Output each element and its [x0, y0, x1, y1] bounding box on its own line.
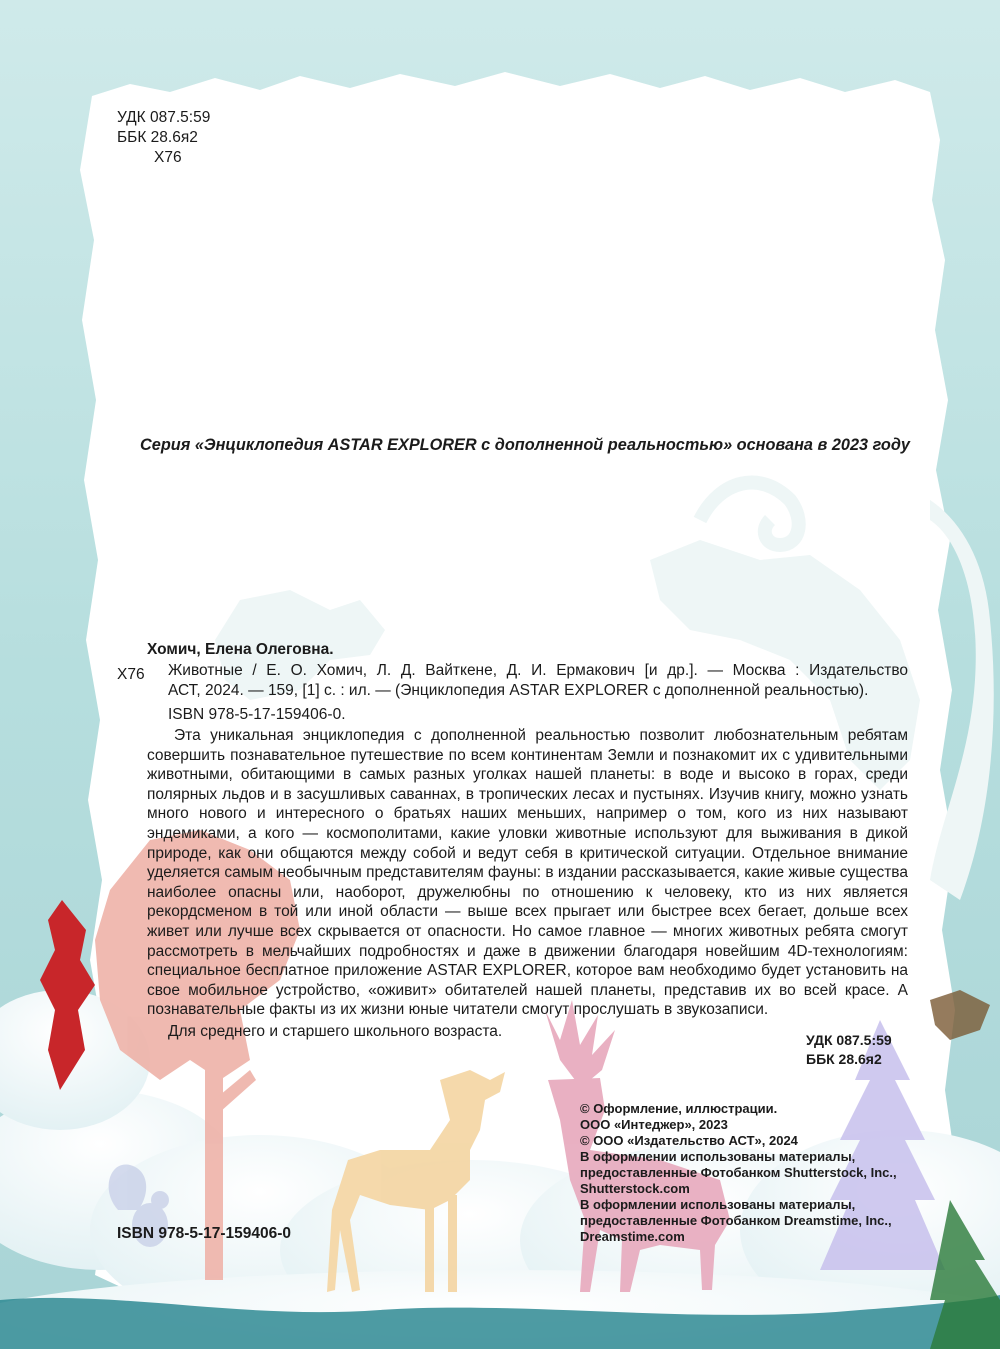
- copyright-line: © ООО «Издательство АСТ», 2024: [580, 1133, 798, 1148]
- bibliographic-line-1: Животные / Е. О. Хомич, Л. Д. Вайткене, Д. И. Ермакович [и др.]. — Москва : Издательство: [168, 662, 908, 679]
- annotation: [147, 726, 908, 1020]
- author-mark-left: Х76: [117, 666, 145, 683]
- bbk-code: ББК 28.6я2: [117, 129, 198, 146]
- copyright-line: В оформлении использованы материалы,: [580, 1149, 856, 1164]
- bibliographic-line-2: АСТ, 2024. — 159, [1] с. : ил. — (Энциклопедия ASTAR EXPLORER с дополненной реальностью).: [168, 681, 869, 699]
- copyright-line: предоставленные Фотобанком Dreamstime, Inc.,: [580, 1213, 892, 1228]
- series-note: Серия «Энциклопедия ASTAR EXPLORER с дополненной реальностью» основана в 2023 году: [140, 436, 910, 454]
- annotation-text: Эта уникальная энциклопедия с дополненной реальностью позволит любознательным ребятам совершить познавательное путешествие по всем континентам Земли и познакомит их с удивительными животными, обитающими в самых разных уголках нашей планеты: в воде и высоко в горах, среди полярных льдов и в засушливых саваннах, в тропических лесах и пустынях. Изучив книгу, можно узнать много нового и интересного о братьях наших меньших, например о том, кого из них называют эндемиками, а кого — космополитами, какие уловки животные используют для выживания в дикой природе, как они общаются между собой и ведут себя в критической ситуации. Отдельное внимание уделяется самым необычным представителям фауны: в издании рассказывается, какие живые существа наиболее опасны или, наоборот, дружелюбны по отношению к человеку, кто из них является рекордсменом в той или иной области — выше всех прыгает или быстрее всех бегает, дольше всех живет или лучше всех скрывается от опасности. Но самое главное — многих животных ребята смогут рассмотреть в мельчайших подробностях и даже в движении благодаря новейшим 4D-технологиям: специальное бесплатное приложение ASTAR EXPLORER, которое вам необходимо будет установить на свое мобильное устройство, «оживит» обитателей нашей планеты, представив их во всей красе. А познавательные факты из их жизни юные читатели смогут прослушать в звукозаписи.: [147, 727, 908, 1019]
- author-mark: Х76: [154, 149, 182, 166]
- classification-codes-bottom: [806, 1031, 892, 1069]
- author-heading: Хомич, Елена Олеговна.: [147, 641, 334, 658]
- copyright-line: Dreamstime.com: [580, 1229, 685, 1244]
- isbn-bottom: ISBN 978-5-17-159406-0: [117, 1225, 292, 1242]
- copyright-block: [580, 1101, 920, 1245]
- age-note: Для среднего и старшего школьного возраста.: [168, 1023, 503, 1040]
- isbn-line: ISBN 978-5-17-159406-0.: [168, 706, 346, 723]
- udk-code: УДК 087.5:59: [117, 109, 211, 126]
- copyright-line: © Оформление, иллюстрации.: [580, 1101, 778, 1116]
- copyright-line: ООО «Интеджер», 2023: [580, 1117, 728, 1132]
- udk-code-bottom: УДК 087.5:59: [806, 1032, 892, 1048]
- copyright-line: Shutterstock.com: [580, 1181, 690, 1196]
- classification-codes-top: [117, 108, 210, 168]
- bibliographic-record: [168, 661, 908, 700]
- copyright-line: предоставленные Фотобанком Shutterstock, Inc.,: [580, 1165, 897, 1180]
- bbk-code-bottom: ББК 28.6я2: [806, 1051, 882, 1067]
- copyright-line: В оформлении использованы материалы,: [580, 1197, 856, 1212]
